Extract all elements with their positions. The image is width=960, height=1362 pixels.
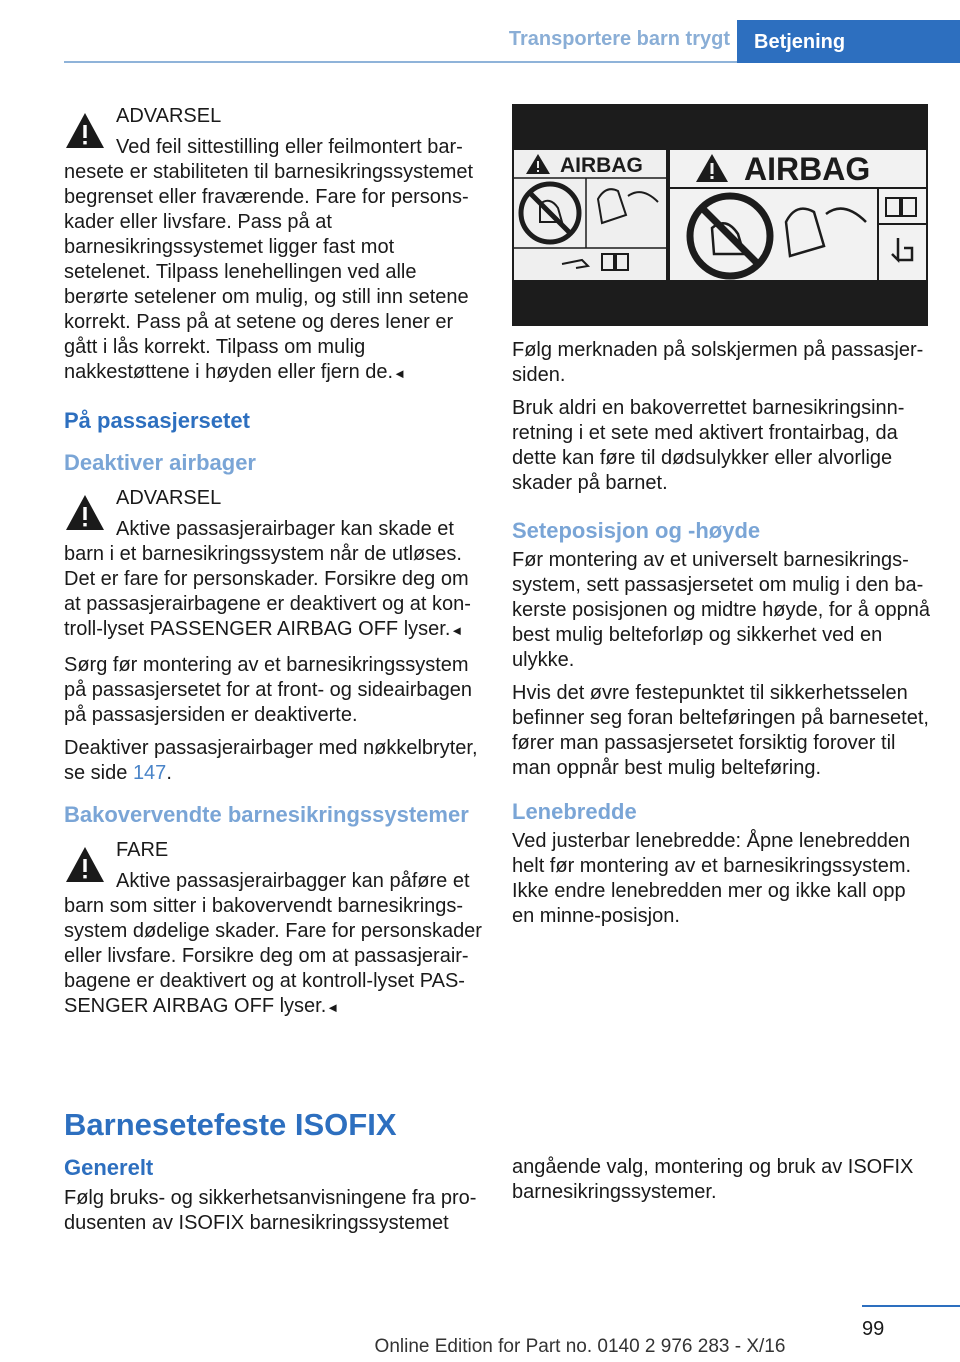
paragraph: Før montering av et universelt barnesikringssystem, sett passasjersetet om mulig i den bakerste posisjonen og midtre høyde, for å oppnå best mulig belteforløp og sikkerhet ved en ulykke. [512,549,931,671]
paragraph: Sørg før montering av et barnesikringssystem på passasjersetet for at front- og sideairbagen på passasjersiden er deaktiverte. [64,654,473,726]
danger-title: FARE [116,839,169,861]
warning-triangle-icon [64,844,106,886]
section-title-isofix: Barnesetefeste ISOFIX [64,1107,397,1142]
end-marker: ◄ [393,366,406,381]
paragraph: angående valg, montering og bruk av ISOFIX barnesikringssystemer. [512,1156,914,1203]
warning-triangle-icon [64,492,106,534]
warning-text: Ved feil sittestilling eller feilmontert barnesete er stabiliteten til barnesikringssystemet begrenset eller fraværende. Fare for personskader eller livsfare. Pass på at barnesikringssystemet ligger fast mot setelenet. Tilpass lenehellingen ved alle berørte setelener om mulig, og still inn setene korrekt. Pass på at setene og deres lener er gått i lås korrekt. Tilpass om mulig nakkestøttene i høyden eller fjern de.◄ [64,136,474,383]
airbag-label-graphic [512,104,928,326]
warning-title: ADVARSEL [116,487,222,509]
warning-text: Aktive passasjerairbager kan skade et barn i et barnesikringssystem når de utløses. Det er fare for personskader. Forsikre deg om at passasjerairbagene er deaktivert og at kontroll-lyset PASSENGER AIRBAG OFF lyser.◄ [64,518,471,640]
page-number: 99 [862,1318,885,1340]
right-column [512,338,932,937]
paragraph: Følg bruks- og sikkerhetsanvisningene fra produsenten av ISOFIX barnesikringssystemet [64,1187,477,1234]
warning-block [64,104,482,386]
page-link[interactable]: 147 [132,762,167,784]
heading-general: Generelt [64,1155,154,1180]
header-rule [64,61,737,63]
danger-text: Aktive passasjerairbagger kan påføre et barn som sitter i bakovervendt barnesikringssystem dødelige skader. Fare for personskader eller livsfare. Forsikre deg om at passasjerairbagene er deaktivert og at kontroll-lyset PASSENGER AIRBAG OFF lyser.◄ [64,870,482,1017]
airbag-warning-label-image [512,104,928,326]
isofix-left-column [64,1155,482,1236]
header-section-title: Transportere barn trygt [508,28,730,50]
paragraph: Bruk aldri en bakoverrettet barnesikringsinnretning i et sete med aktivert frontairbag, da dette kan føre til dødsulykker eller alvorlige skader på barnet. [512,397,905,494]
footer-rule [862,1305,960,1307]
warning-triangle-icon [64,110,106,152]
paragraph: Hvis det øvre festepunktet til sikkerhetsselen befinner seg foran belteføringen på barnesetet, fører man passasjersetet forsiktig forover til man oppnår best mulig belteføring. [512,682,929,779]
heading-seat-position: Seteposisjon og -høyde [512,518,761,543]
end-marker: ◄ [326,1000,340,1015]
warning-block [64,486,482,643]
heading-passenger-seat: På passasjersetet [64,408,250,433]
end-marker: ◄ [450,623,464,638]
isofix-right-column [512,1155,932,1205]
paragraph: Følg merknaden på solskjermen på passasjersiden. [512,339,924,386]
left-column [64,104,482,1030]
heading-rear-facing: Bakovervendte barnesikringssystemer [64,802,469,827]
heading-deactivate-airbags: Deaktiver airbager [64,450,256,475]
danger-block [64,838,482,1020]
paragraph: Ved justerbar lenebredde: Åpne lenebredden helt før montering av et barnesikringssystem. Ikke endre lenebredden mer og ikke kall opp en minne-posisjon. [512,830,912,927]
heading-backrest-width: Lenebredde [512,799,637,824]
header-chapter-tab[interactable]: Betjening [737,20,960,63]
airbag-label-small: AIRBAG [560,154,643,177]
airbag-label-large: AIRBAG [744,151,871,187]
warning-title: ADVARSEL [116,105,222,127]
footer-edition: Online Edition for Part no. 0140 2 976 283 - X/16 [374,1336,786,1357]
paragraph: Deaktiver passasjerairbager med nøkkelbryter, se side 147. [64,737,478,784]
